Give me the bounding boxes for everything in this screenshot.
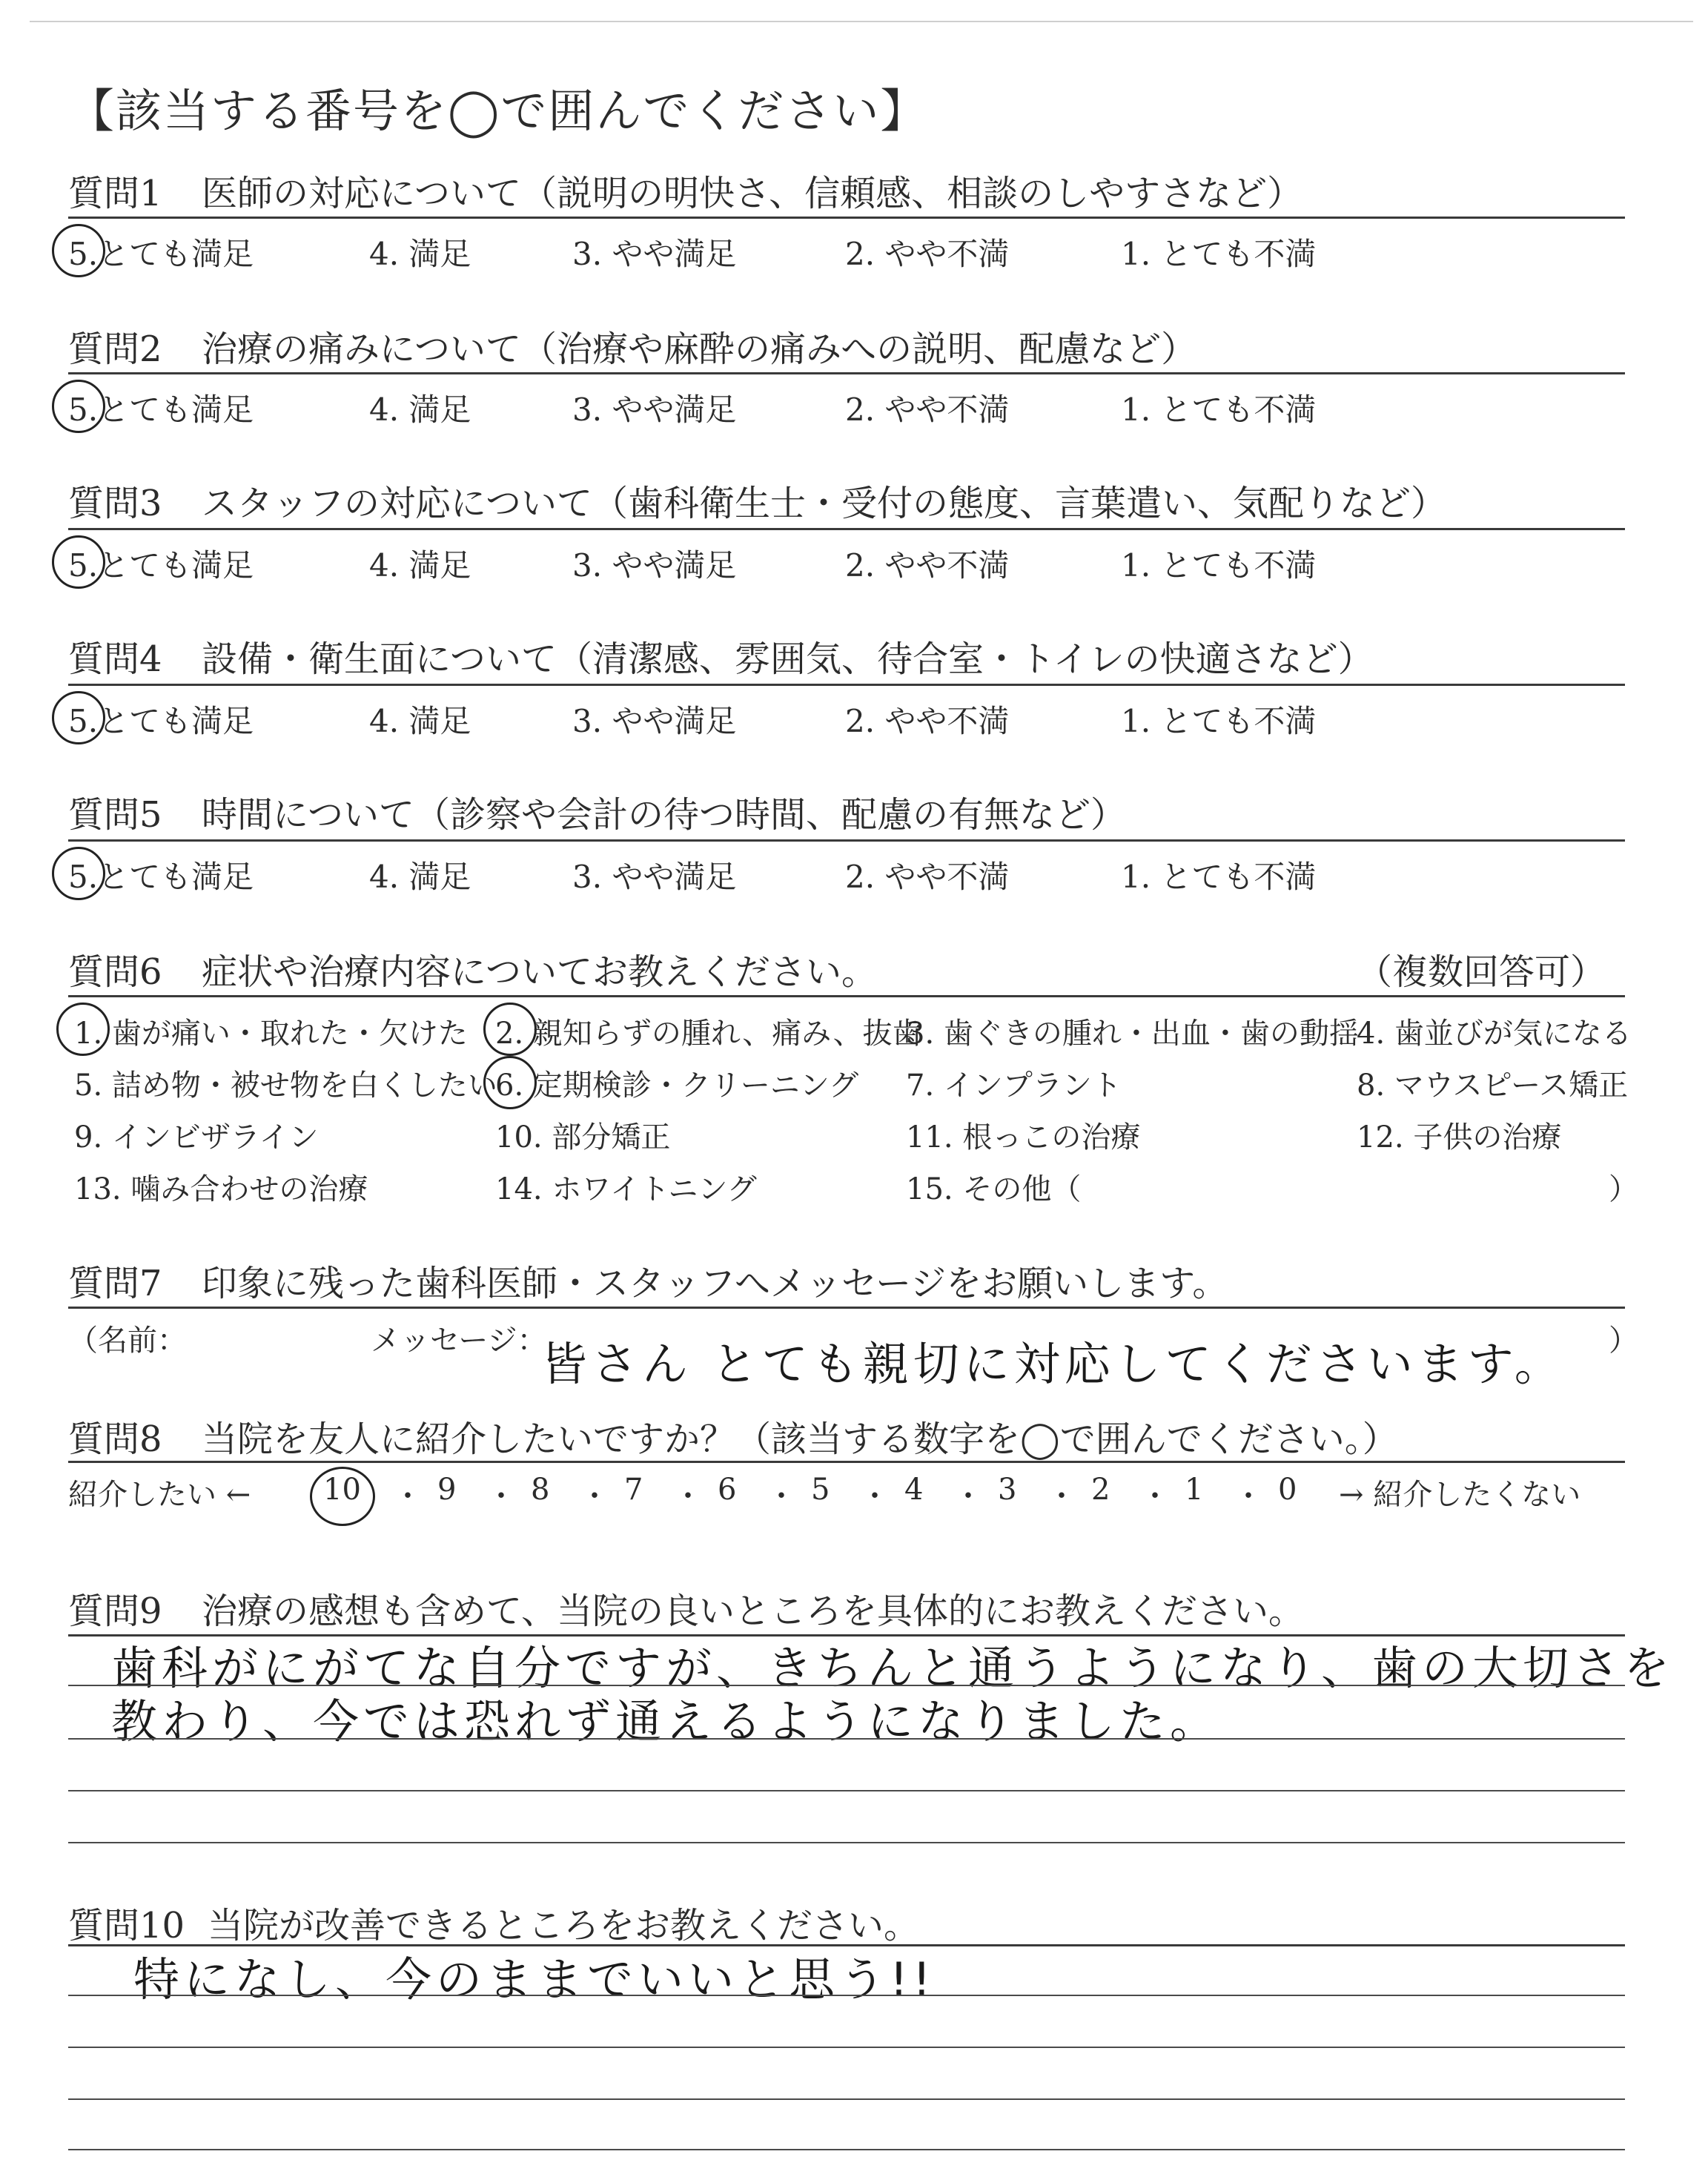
q7-text: 印象に残った歯科医師・スタッフへメッセージをお願いします。 [202, 1263, 1228, 1304]
q8-scale-0[interactable]: 0 [1278, 1473, 1297, 1507]
q5-label: 質問5 [68, 794, 162, 836]
q4-text: 設備・衛生面について（清潔感、雰囲気、待合室・トイレの快適さなど） [202, 638, 1374, 680]
q9-label: 質問9 [68, 1591, 162, 1632]
q4-option-4[interactable]: 4. 満足 [369, 703, 471, 739]
q2-option-3[interactable]: 3. やや満足 [572, 392, 737, 428]
q10-text: 当院が改善できるところをお教えください。 [208, 1905, 920, 1946]
q7-rule [68, 1307, 1625, 1309]
q8-scale-10[interactable]: 10 [323, 1473, 361, 1507]
q3-option-5[interactable]: 5.とても満足 [68, 547, 254, 584]
q6-other-close-paren: ） [1609, 1172, 1638, 1206]
q10-writing-line-4 [68, 2149, 1625, 2150]
q8-sep-5: ・ [767, 1479, 796, 1513]
q6-option-2[interactable]: 2. 親知らずの腫れ、痛み、抜歯 [495, 1017, 922, 1051]
q4-option-3[interactable]: 3. やや満足 [572, 703, 737, 739]
q1-rule [68, 217, 1625, 219]
q9-writing-line-2 [68, 1738, 1625, 1740]
q8-scale-1[interactable]: 1 [1185, 1473, 1204, 1507]
q3-option-2[interactable]: 2. やや不満 [845, 547, 1010, 584]
q9-text: 治療の感想も含めて、当院の良いところを具体的にお教えください。 [202, 1591, 1305, 1632]
q2-rule [68, 372, 1625, 374]
q6-option-6[interactable]: 6. 定期検診・クリーニング [495, 1069, 859, 1103]
q7-label: 質問7 [68, 1263, 162, 1304]
q6-option-15[interactable]: 15. その他（ [906, 1172, 1082, 1206]
q6-option-12[interactable]: 12. 子供の治療 [1357, 1120, 1562, 1155]
q8-label: 質問8 [68, 1418, 162, 1460]
q8-scale-7[interactable]: 7 [624, 1473, 643, 1507]
q8-sep-7: ・ [953, 1479, 983, 1513]
q6-option-14[interactable]: 14. ホワイトニング [495, 1172, 757, 1206]
q4-option-1[interactable]: 1. とても不満 [1121, 703, 1317, 739]
q8-scale-9[interactable]: 9 [437, 1473, 457, 1507]
q5-text: 時間について（診察や会計の待つ時間、配慮の有無など） [202, 794, 1127, 836]
q2-option-1[interactable]: 1. とても不満 [1121, 392, 1317, 428]
q8-scale-8[interactable]: 8 [531, 1473, 550, 1507]
q8-sep-2: ・ [486, 1479, 516, 1513]
q7-handwritten-message[interactable]: 皆さん とても親切に対応してくださいます。 [541, 1337, 1565, 1391]
q9-answer-line-1[interactable]: 歯科がにがてな自分ですが、きちんと通うようになり、歯の大切さを [111, 1641, 1675, 1695]
q1-option-2[interactable]: 2. やや不満 [845, 236, 1010, 272]
q3-option-1[interactable]: 1. とても不満 [1121, 547, 1317, 584]
q6-option-4[interactable]: 4. 歯並びが気になる [1357, 1017, 1632, 1051]
q6-option-13[interactable]: 13. 噛み合わせの治療 [74, 1172, 368, 1206]
q1-option-1[interactable]: 1. とても不満 [1121, 236, 1317, 272]
q6-option-3[interactable]: 3. 歯ぐきの腫れ・出血・歯の動揺 [906, 1017, 1359, 1051]
q6-option-10[interactable]: 10. 部分矯正 [495, 1120, 671, 1155]
q2-label: 質問2 [68, 328, 162, 370]
q3-label: 質問3 [68, 483, 162, 524]
q4-option-5[interactable]: 5.とても満足 [68, 703, 254, 739]
q8-scale-5[interactable]: 5 [811, 1473, 830, 1507]
q2-option-2[interactable]: 2. やや不満 [845, 392, 1010, 428]
q6-option-8[interactable]: 8. マウスピース矯正 [1357, 1069, 1629, 1103]
q5-option-1[interactable]: 1. とても不満 [1121, 859, 1317, 895]
q8-sep-1: ・ [393, 1479, 423, 1513]
q5-option-2[interactable]: 2. やや不満 [845, 859, 1010, 895]
q6-label: 質問6 [68, 951, 162, 993]
q7-message-label: メッセージ： [371, 1324, 547, 1358]
q8-sep-6: ・ [860, 1479, 890, 1513]
q8-scale-3[interactable]: 3 [998, 1473, 1017, 1507]
q8-sep-9: ・ [1140, 1479, 1170, 1513]
q6-rule [68, 995, 1625, 997]
q3-option-3[interactable]: 3. やや満足 [572, 547, 737, 584]
q7-close-paren: ） [1609, 1324, 1638, 1358]
q10-writing-line-1 [68, 1995, 1625, 1996]
q10-label: 質問10 [68, 1905, 185, 1946]
q10-writing-line-2 [68, 2047, 1625, 2048]
q4-rule [68, 684, 1625, 686]
q5-option-3[interactable]: 3. やや満足 [572, 859, 737, 895]
q5-rule [68, 839, 1625, 842]
q6-option-1[interactable]: 1. 歯が痛い・取れた・欠けた [74, 1017, 468, 1051]
q10-writing-line-3 [68, 2098, 1625, 2100]
q8-text: 当院を友人に紹介したいですか？（該当する数字を◯で囲んでください。） [202, 1418, 1398, 1460]
q8-right-label: → 紹介したくない [1339, 1478, 1581, 1512]
q2-option-5[interactable]: 5.とても満足 [68, 392, 254, 428]
q8-sep-3: ・ [580, 1479, 609, 1513]
q1-text: 医師の対応について（説明の明快さ、信頼感、相談のしやすさなど） [202, 173, 1303, 214]
q1-option-3[interactable]: 3. やや満足 [572, 236, 737, 272]
q1-option-4[interactable]: 4. 満足 [369, 236, 471, 272]
q6-text: 症状や治療内容についてお教えください。 [202, 951, 878, 993]
q1-label: 質問1 [68, 173, 162, 214]
q8-sep-10: ・ [1234, 1479, 1263, 1513]
q7-name-label: （名前： [68, 1324, 187, 1358]
q8-rule [68, 1461, 1625, 1463]
q8-sep-8: ・ [1047, 1479, 1076, 1513]
q3-option-4[interactable]: 4. 満足 [369, 547, 471, 584]
q6-option-5[interactable]: 5. 詰め物・被せ物を白くしたい [74, 1069, 497, 1103]
q9-answer-line-2[interactable]: 教わり、今では恐れず通えるようになりました。 [111, 1694, 1221, 1748]
q8-scale-4[interactable]: 4 [904, 1473, 924, 1507]
q5-option-5[interactable]: 5.とても満足 [68, 859, 254, 895]
q3-text: スタッフの対応について（歯科衛生士・受付の態度、言葉遣い、気配りなど） [202, 483, 1447, 524]
q8-scale-2[interactable]: 2 [1091, 1473, 1110, 1507]
top-border [30, 21, 1693, 22]
q6-option-7[interactable]: 7. インプラント [906, 1069, 1122, 1103]
q10-answer-line-1[interactable]: 特になし、今のままでいいと思う!! [133, 1952, 936, 2007]
q4-label: 質問4 [68, 638, 162, 680]
q6-option-11[interactable]: 11. 根っこの治療 [906, 1120, 1141, 1155]
q2-text: 治療の痛みについて（治療や麻酔の痛みへの説明、配慮など） [202, 328, 1197, 370]
page-heading: 【該当する番号を◯で囲んでください】 [68, 84, 928, 138]
q4-option-2[interactable]: 2. やや不満 [845, 703, 1010, 739]
q6-option-9[interactable]: 9. インビザライン [74, 1120, 319, 1155]
q5-option-4[interactable]: 4. 満足 [369, 859, 471, 895]
q9-writing-line-4 [68, 1842, 1625, 1843]
q8-sep-4: ・ [673, 1479, 703, 1513]
q6-note: （複数回答可） [1357, 951, 1606, 993]
q8-left-label: 紹介したい ← [68, 1478, 251, 1512]
q1-option-5[interactable]: 5.とても満足 [68, 236, 254, 272]
q8-scale-6[interactable]: 6 [718, 1473, 737, 1507]
q3-rule [68, 528, 1625, 530]
q9-writing-line-3 [68, 1790, 1625, 1791]
q2-option-4[interactable]: 4. 満足 [369, 392, 471, 428]
